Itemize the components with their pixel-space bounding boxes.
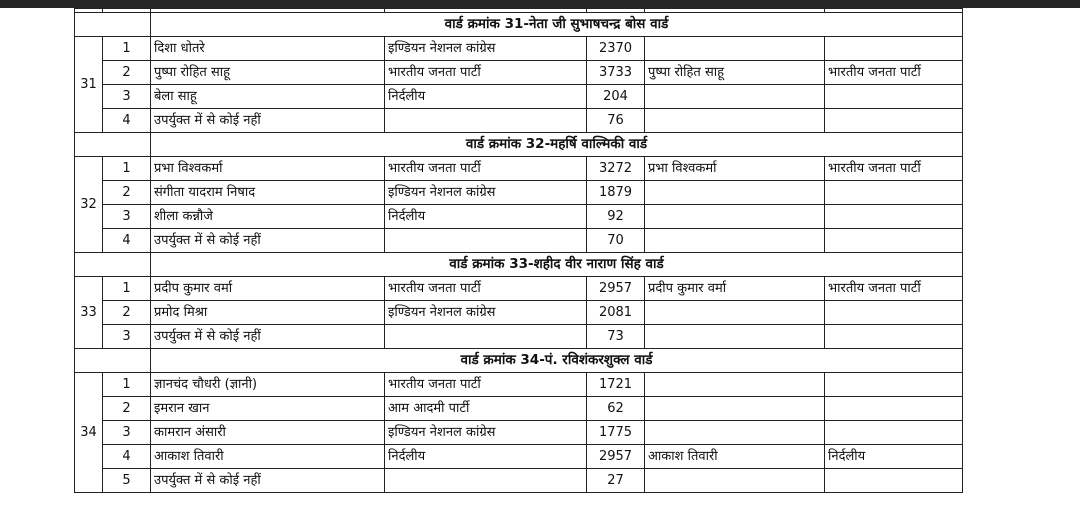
vote-count <box>587 181 645 205</box>
vote-count <box>587 325 645 349</box>
candidate-row <box>75 325 963 349</box>
candidate-row <box>75 397 963 421</box>
winner-party: निर्दलीय <box>825 445 963 469</box>
ward-title: वार्ड क्रमांक 32-महर्षि वाल्मिकी वार्ड <box>151 133 963 157</box>
winner-name: आकाश तिवारी <box>645 445 825 469</box>
candidate-name: उपर्युक्त में से कोई नहीं <box>151 325 385 349</box>
results-table <box>74 8 963 493</box>
vote-count-value: 2081 <box>598 305 633 320</box>
candidate-name: उपर्युक्त में से कोई नहीं <box>151 109 385 133</box>
ward-number: 31 <box>75 37 103 133</box>
party-name: इण्डियन नेशनल कांग्रेस <box>385 301 587 325</box>
serial-number: 1 <box>103 277 151 301</box>
vote-count-value: 2957 <box>598 449 633 464</box>
serial-number: 5 <box>103 469 151 493</box>
vote-count-value: 3733 <box>598 65 633 80</box>
candidate-name: बेला साहू <box>151 85 385 109</box>
serial-number: 3 <box>103 205 151 229</box>
vote-count-value: 2957 <box>598 281 633 296</box>
vote-count-value: 92 <box>607 209 624 224</box>
ward-header-blank <box>75 13 151 37</box>
candidate-row <box>75 469 963 493</box>
vote-count <box>587 37 645 61</box>
ward-header-blank <box>75 349 151 373</box>
candidate-row <box>75 205 963 229</box>
party-name: निर्दलीय <box>385 445 587 469</box>
vote-count <box>587 109 645 133</box>
candidate-name: पुष्पा रोहित साहू <box>151 61 385 85</box>
party-name: भारतीय जनता पार्टी <box>385 157 587 181</box>
winner-party: भारतीय जनता पार्टी <box>825 61 963 85</box>
vote-count <box>587 373 645 397</box>
winner-name <box>645 325 825 349</box>
candidate-name: ज्ञानचंद चौधरी (ज्ञानी) <box>151 373 385 397</box>
serial-number: 2 <box>103 61 151 85</box>
winner-name <box>645 229 825 253</box>
winner-name <box>645 469 825 493</box>
ward-header-row <box>75 13 963 37</box>
vote-count-value: 76 <box>607 113 624 128</box>
candidate-row <box>75 181 963 205</box>
candidate-name: प्रमोद मिश्रा <box>151 301 385 325</box>
candidate-name: उपर्युक्त में से कोई नहीं <box>151 229 385 253</box>
candidate-name: दिशा धोतरे <box>151 37 385 61</box>
ward-title: वार्ड क्रमांक 34-पं. रविशंकरशुक्ल वार्ड <box>151 349 963 373</box>
party-name <box>385 109 587 133</box>
party-name: इण्डियन नेशनल कांग्रेस <box>385 421 587 445</box>
party-name: निर्दलीय <box>385 85 587 109</box>
party-name <box>385 469 587 493</box>
party-name: भारतीय जनता पार्टी <box>385 277 587 301</box>
party-name: आम आदमी पार्टी <box>385 397 587 421</box>
party-name <box>385 229 587 253</box>
party-name: भारतीय जनता पार्टी <box>385 61 587 85</box>
ward-header-blank <box>75 133 151 157</box>
serial-number: 3 <box>103 421 151 445</box>
vote-count <box>587 157 645 181</box>
candidate-name: शीला कन्नौजे <box>151 205 385 229</box>
vote-count <box>587 445 645 469</box>
ward-number: 33 <box>75 277 103 349</box>
candidate-name: इमरान खान <box>151 397 385 421</box>
winner-name <box>645 373 825 397</box>
vote-count <box>587 205 645 229</box>
ward-header-row <box>75 133 963 157</box>
vote-count <box>587 397 645 421</box>
serial-number: 2 <box>103 301 151 325</box>
winner-party <box>825 37 963 61</box>
candidate-name: आकाश तिवारी <box>151 445 385 469</box>
party-name: निर्दलीय <box>385 205 587 229</box>
vote-count <box>587 301 645 325</box>
vote-count <box>587 421 645 445</box>
candidate-row <box>75 85 963 109</box>
candidate-row <box>75 157 963 181</box>
results-body <box>75 9 963 493</box>
serial-number: 1 <box>103 37 151 61</box>
winner-party <box>825 469 963 493</box>
ward-header-blank <box>75 253 151 277</box>
candidate-name: कामरान अंसारी <box>151 421 385 445</box>
vote-count-value: 1775 <box>598 425 633 440</box>
winner-name: पुष्पा रोहित साहू <box>645 61 825 85</box>
vote-count-value: 204 <box>603 89 628 104</box>
vote-count <box>587 85 645 109</box>
winner-name <box>645 397 825 421</box>
winner-party <box>825 421 963 445</box>
candidate-row <box>75 229 963 253</box>
vote-count <box>587 469 645 493</box>
winner-name <box>645 37 825 61</box>
candidate-row <box>75 421 963 445</box>
winner-name: प्रदीप कुमार वर्मा <box>645 277 825 301</box>
candidate-row <box>75 109 963 133</box>
winner-name <box>645 85 825 109</box>
winner-party <box>825 373 963 397</box>
serial-number: 1 <box>103 373 151 397</box>
ward-header-row <box>75 253 963 277</box>
candidate-row <box>75 373 963 397</box>
serial-number: 4 <box>103 109 151 133</box>
candidate-row <box>75 445 963 469</box>
vote-count <box>587 61 645 85</box>
vote-count <box>587 229 645 253</box>
winner-party <box>825 181 963 205</box>
party-name: इण्डियन नेशनल कांग्रेस <box>385 37 587 61</box>
candidate-name: प्रभा विश्वकर्मा <box>151 157 385 181</box>
party-name <box>385 325 587 349</box>
winner-party: भारतीय जनता पार्टी <box>825 157 963 181</box>
vote-count-value: 70 <box>607 233 624 248</box>
winner-party <box>825 229 963 253</box>
party-name: भारतीय जनता पार्टी <box>385 373 587 397</box>
winner-name <box>645 205 825 229</box>
serial-number: 3 <box>103 85 151 109</box>
ward-title: वार्ड क्रमांक 31-नेता जी सुभाषचन्द्र बोस वार्ड <box>151 13 963 37</box>
winner-name <box>645 109 825 133</box>
winner-party <box>825 397 963 421</box>
winner-party <box>825 109 963 133</box>
ward-number: 32 <box>75 157 103 253</box>
serial-number: 2 <box>103 397 151 421</box>
vote-count-value: 1721 <box>598 377 633 392</box>
candidate-row <box>75 37 963 61</box>
candidate-row <box>75 301 963 325</box>
party-name: इण्डियन नेशनल कांग्रेस <box>385 181 587 205</box>
candidate-row <box>75 61 963 85</box>
serial-number: 4 <box>103 445 151 469</box>
serial-number: 2 <box>103 181 151 205</box>
vote-count <box>587 277 645 301</box>
ward-header-row <box>75 349 963 373</box>
ward-number: 34 <box>75 373 103 493</box>
serial-number: 4 <box>103 229 151 253</box>
vote-count-value: 2370 <box>598 41 633 56</box>
winner-party <box>825 205 963 229</box>
candidate-name: उपर्युक्त में से कोई नहीं <box>151 469 385 493</box>
winner-name <box>645 181 825 205</box>
winner-party <box>825 301 963 325</box>
vote-count-value: 3272 <box>598 161 633 176</box>
winner-name <box>645 421 825 445</box>
winner-name: प्रभा विश्वकर्मा <box>645 157 825 181</box>
top-bar <box>0 0 1080 8</box>
winner-party <box>825 85 963 109</box>
ward-title: वार्ड क्रमांक 33-शहीद वीर नाराण सिंह वार्ड <box>151 253 963 277</box>
candidate-row <box>75 277 963 301</box>
candidate-name: प्रदीप कुमार वर्मा <box>151 277 385 301</box>
vote-count-value: 27 <box>607 473 624 488</box>
serial-number: 1 <box>103 157 151 181</box>
vote-count-value: 73 <box>607 329 624 344</box>
vote-count-value: 1879 <box>598 185 633 200</box>
winner-name <box>645 301 825 325</box>
vote-count-value: 62 <box>607 401 624 416</box>
serial-number: 3 <box>103 325 151 349</box>
winner-party: भारतीय जनता पार्टी <box>825 277 963 301</box>
winner-party <box>825 325 963 349</box>
candidate-name: संगीता यादराम निषाद <box>151 181 385 205</box>
